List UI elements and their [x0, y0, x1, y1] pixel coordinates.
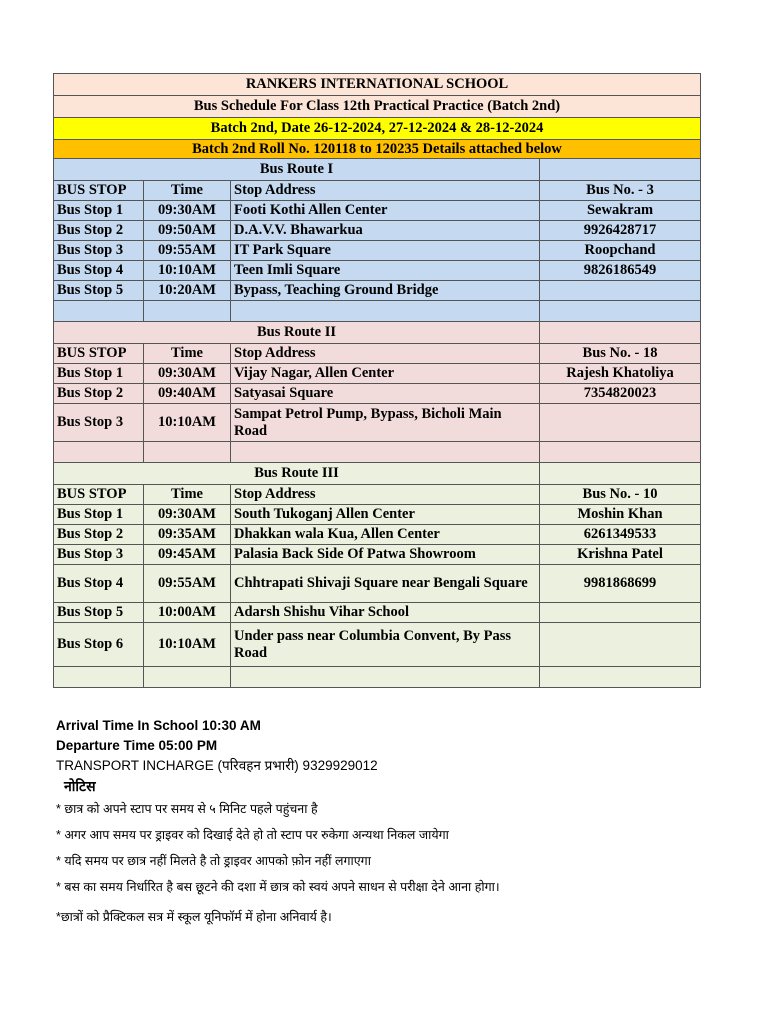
stop-name: Bus Stop 5: [54, 281, 144, 301]
arrival-time: Arrival Time In School 10:30 AM: [56, 718, 261, 733]
bus-stop-row: [54, 505, 701, 525]
empty-cell: [540, 667, 701, 688]
bus-stop-row: [54, 364, 701, 384]
stop-address: Vijay Nagar, Allen Center: [231, 364, 540, 384]
empty-cell: [54, 301, 144, 322]
column-header-row: [54, 181, 701, 201]
stop-time: 09:55AM: [144, 241, 231, 261]
bus-number: Bus No. - 18: [540, 344, 701, 364]
bus-stop-row: [54, 404, 701, 442]
stop-name: Bus Stop 6: [54, 623, 144, 667]
stop-time: 09:40AM: [144, 384, 231, 404]
route-name: Bus Route II: [54, 322, 540, 344]
stop-name: Bus Stop 5: [54, 603, 144, 623]
stop-time: 09:45AM: [144, 545, 231, 565]
empty-cell: [540, 301, 701, 322]
stop-name: Bus Stop 1: [54, 201, 144, 221]
stop-address: Teen Imli Square: [231, 261, 540, 281]
bus-stop-row: [54, 221, 701, 241]
driver-info: 7354820023: [540, 384, 701, 404]
driver-info: Roopchand: [540, 241, 701, 261]
route-name: Bus Route III: [54, 463, 540, 485]
notice-item: *छात्रों को प्रैक्टिकल सत्र में स्कूल यूनिफॉर्म में होना अनिवार्य है।: [56, 910, 332, 924]
driver-info: Sewakram: [540, 201, 701, 221]
route-header-row: [54, 159, 701, 181]
driver-info: Krishna Patel: [540, 545, 701, 565]
route-header-blank: [540, 159, 701, 181]
empty-cell: [231, 667, 540, 688]
title-row: [54, 96, 701, 118]
stop-address: Satyasai Square: [231, 384, 540, 404]
route-header-row: [54, 463, 701, 485]
school-row: [54, 74, 701, 96]
stop-address: D.A.V.V. Bhawarkua: [231, 221, 540, 241]
notice-item: * बस का समय निर्धारित है बस छूटने की दशा में छात्र को स्वयं अपने साधन से परीक्षा देने आना होगा।: [56, 880, 500, 894]
stop-name: Bus Stop 4: [54, 261, 144, 281]
driver-info: 9981868699: [540, 565, 701, 603]
empty-cell: [231, 442, 540, 463]
col-address: Stop Address: [231, 181, 540, 201]
notice-item: * यदि समय पर छात्र नहीं मिलते है तो ड्राइवर आपको फ़ोन नहीं लगाएगा: [56, 854, 371, 868]
stop-address: Under pass near Columbia Convent, By Pass Road: [231, 623, 540, 667]
route-header-row: [54, 322, 701, 344]
bus-number: Bus No. - 10: [540, 485, 701, 505]
route-name: Bus Route I: [54, 159, 540, 181]
stop-address: Chhtrapati Shivaji Square near Bengali Square: [231, 565, 540, 603]
stop-address: Dhakkan wala Kua, Allen Center: [231, 525, 540, 545]
stop-time: 09:55AM: [144, 565, 231, 603]
empty-cell: [144, 667, 231, 688]
column-header-row: [54, 344, 701, 364]
stop-address: Adarsh Shishu Vihar School: [231, 603, 540, 623]
col-time: Time: [144, 181, 231, 201]
stop-time: 10:10AM: [144, 261, 231, 281]
notice-heading: नोटिस: [64, 778, 96, 794]
footer-notes: [56, 716, 756, 930]
driver-info: 9926428717: [540, 221, 701, 241]
stop-time: 10:20AM: [144, 281, 231, 301]
stop-time: 09:30AM: [144, 505, 231, 525]
bus-stop-row: [54, 603, 701, 623]
col-time: Time: [144, 485, 231, 505]
bus-schedule-table: [53, 73, 701, 688]
stop-name: Bus Stop 3: [54, 545, 144, 565]
bus-stop-row: [54, 623, 701, 667]
col-time: Time: [144, 344, 231, 364]
notice-item: * छात्र को अपने स्टाप पर समय से ५ मिनिट पहले पहुंचना है: [56, 802, 318, 816]
empty-cell: [231, 301, 540, 322]
rolls-row: [54, 140, 701, 159]
empty-cell: [540, 442, 701, 463]
driver-info: Rajesh Khatoliya: [540, 364, 701, 384]
stop-name: Bus Stop 2: [54, 525, 144, 545]
bus-stop-row: [54, 261, 701, 281]
spacer-row: [54, 667, 701, 688]
col-address: Stop Address: [231, 485, 540, 505]
col-address: Stop Address: [231, 344, 540, 364]
stop-name: Bus Stop 2: [54, 221, 144, 241]
column-header-row: [54, 485, 701, 505]
route-header-blank: [540, 463, 701, 485]
school-name: RANKERS INTERNATIONAL SCHOOL: [54, 74, 701, 96]
col-bus-stop: BUS STOP: [54, 344, 144, 364]
driver-info: Moshin Khan: [540, 505, 701, 525]
notice-item: * अगर आप समय पर ड्राइवर को दिखाई देते हो तो स्टाप पर रुकेगा अन्यथा निकल जायेगा: [56, 828, 449, 842]
stop-time: 10:00AM: [144, 603, 231, 623]
stop-address: Bypass, Teaching Ground Bridge: [231, 281, 540, 301]
schedule-title: Bus Schedule For Class 12th Practical Practice (Batch 2nd): [54, 96, 701, 118]
driver-info: 9826186549: [540, 261, 701, 281]
batch-dates: Batch 2nd, Date 26-12-2024, 27-12-2024 & 28-12-2024: [54, 118, 701, 140]
stop-address: Footi Kothi Allen Center: [231, 201, 540, 221]
stop-address: Sampat Petrol Pump, Bypass, Bicholi Main Road: [231, 404, 540, 442]
stop-name: Bus Stop 3: [54, 241, 144, 261]
empty-cell: [144, 442, 231, 463]
bus-stop-row: [54, 241, 701, 261]
bus-stop-row: [54, 384, 701, 404]
route-header-blank: [540, 322, 701, 344]
driver-info: [540, 603, 701, 623]
stop-address: Palasia Back Side Of Patwa Showroom: [231, 545, 540, 565]
spacer-row: [54, 301, 701, 322]
driver-info: [540, 404, 701, 442]
batch-rolls: Batch 2nd Roll No. 120118 to 120235 Details attached below: [54, 140, 701, 159]
bus-stop-row: [54, 565, 701, 603]
stop-address: South Tukoganj Allen Center: [231, 505, 540, 525]
driver-info: [540, 623, 701, 667]
col-bus-stop: BUS STOP: [54, 485, 144, 505]
stop-time: 09:50AM: [144, 221, 231, 241]
stop-name: Bus Stop 4: [54, 565, 144, 603]
empty-cell: [54, 442, 144, 463]
stop-time: 10:10AM: [144, 623, 231, 667]
bus-stop-row: [54, 525, 701, 545]
stop-time: 10:10AM: [144, 404, 231, 442]
bus-number: Bus No. - 3: [540, 181, 701, 201]
bus-stop-row: [54, 545, 701, 565]
driver-info: 6261349533: [540, 525, 701, 545]
stop-time: 09:35AM: [144, 525, 231, 545]
bus-stop-row: [54, 201, 701, 221]
col-bus-stop: BUS STOP: [54, 181, 144, 201]
stop-name: Bus Stop 1: [54, 505, 144, 525]
bus-stop-row: [54, 281, 701, 301]
driver-info: [540, 281, 701, 301]
stop-time: 09:30AM: [144, 364, 231, 384]
empty-cell: [54, 667, 144, 688]
dates-row: [54, 118, 701, 140]
stop-address: IT Park Square: [231, 241, 540, 261]
stop-name: Bus Stop 1: [54, 364, 144, 384]
empty-cell: [144, 301, 231, 322]
spacer-row: [54, 442, 701, 463]
stop-name: Bus Stop 3: [54, 404, 144, 442]
transport-incharge: TRANSPORT INCHARGE (परिवहन प्रभारी) 9329929012: [56, 758, 378, 773]
departure-time: Departure Time 05:00 PM: [56, 738, 218, 753]
stop-name: Bus Stop 2: [54, 384, 144, 404]
stop-time: 09:30AM: [144, 201, 231, 221]
